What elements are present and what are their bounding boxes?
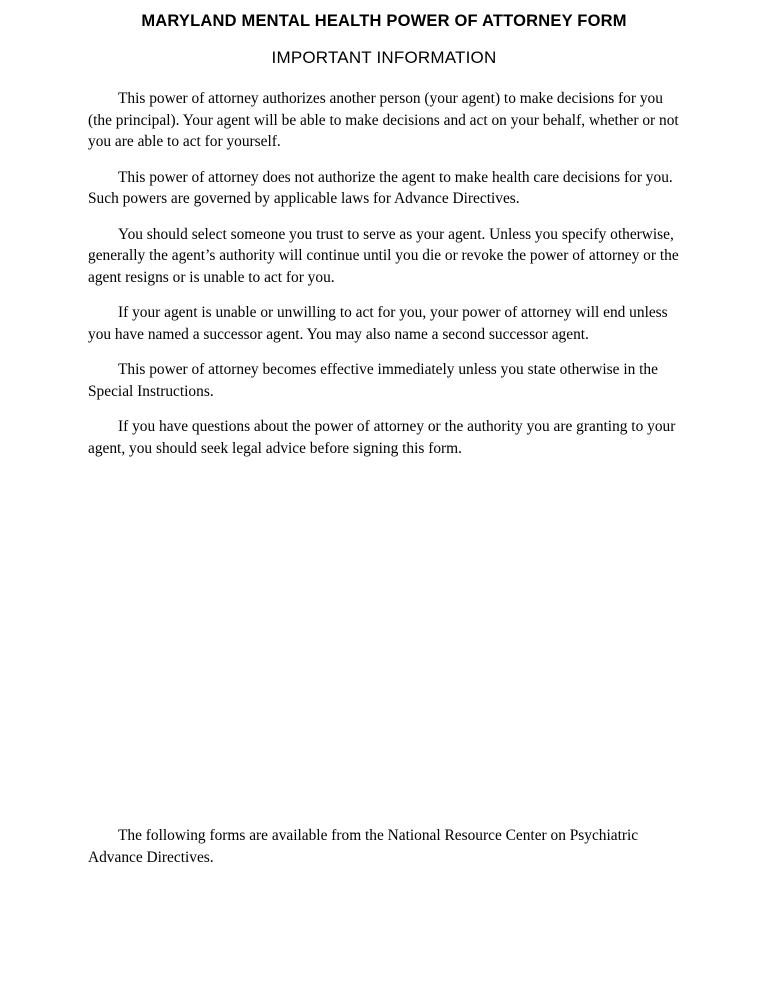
footer-content <box>0 825 768 868</box>
paragraph-1: This power of attorney authorizes another person (your agent) to make decisions for you (the principal). Your agent will be able to make decisions and act on your behalf, whether or not you are able to act for yourself. <box>88 90 679 150</box>
paragraph-6: If you have questions about the power of attorney or the authority you are granting to your agent, you should seek legal advice before signing this form. <box>88 418 676 457</box>
paragraph-4: If your agent is unable or unwilling to act for you, your power of attorney will end unless you have named a successor agent. You may also name a second successor agent. <box>88 304 668 343</box>
page-whitespace <box>0 473 768 825</box>
section-heading-important-information: IMPORTANT INFORMATION <box>271 48 497 67</box>
body-content <box>0 88 768 459</box>
page-title: MARYLAND MENTAL HEALTH POWER OF ATTORNEY FORM <box>141 12 627 30</box>
footer-note: The following forms are available from the National Resource Center on Psychiatric Advance Directives. <box>88 827 639 866</box>
paragraph-2: This power of attorney does not authorize the agent to make health care decisions for you. Such powers are governed by applicable laws for Advance Directives. <box>88 168 673 207</box>
paragraph-3: You should select someone you trust to serve as your agent. Unless you specify otherwise, generally the agent’s authority will continue until you die or revoke the power of attorney or the agent resigns or is unable to act for you. <box>88 225 679 286</box>
paragraph-5: This power of attorney becomes effective immediately unless you state otherwise in the Special Instructions. <box>88 361 658 400</box>
